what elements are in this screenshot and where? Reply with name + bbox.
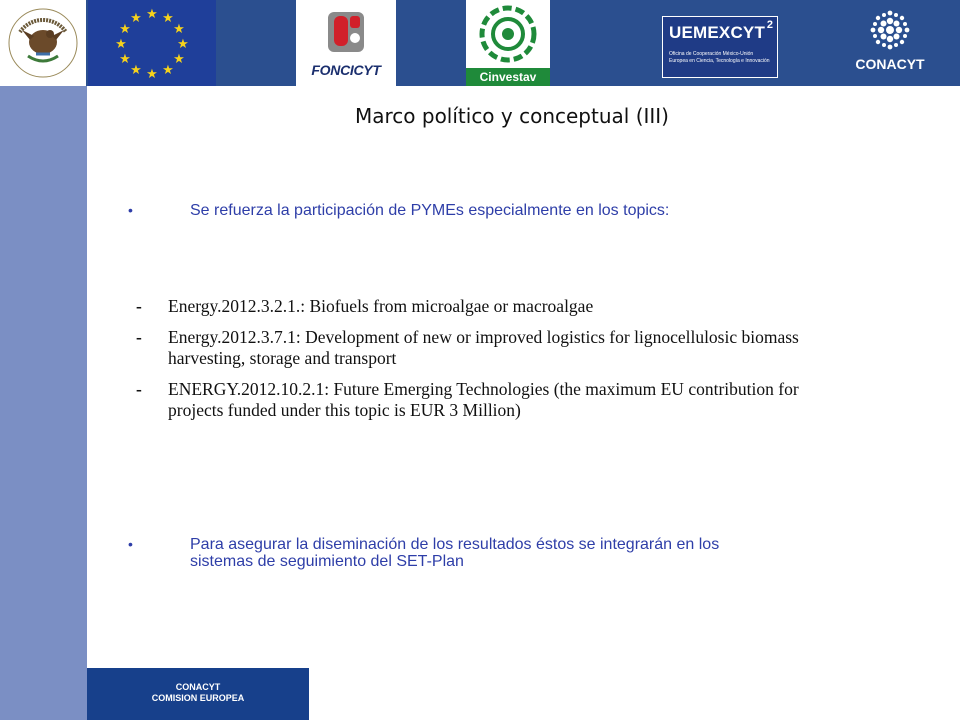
- topics-list: [136, 296, 946, 431]
- foncicyt-mark-icon: [296, 0, 396, 60]
- svg-text:★: ★: [130, 11, 142, 26]
- bullet-text: Se refuerza la participación de PYMEs especialmente en los topics:: [190, 202, 670, 219]
- topic-item: [136, 296, 946, 317]
- svg-text:★: ★: [119, 22, 131, 37]
- footer-box: [87, 668, 309, 720]
- topic-item: [136, 379, 946, 421]
- conacyt-dots-icon: [840, 0, 940, 56]
- eu-flag-logo: [88, 0, 216, 86]
- topic-line: Energy.2012.3.7.1: Development of new or improved logistics for lignocellulosic biomass: [168, 327, 799, 347]
- header-logo-band: [0, 0, 960, 86]
- uemexcyt-label: UEMEXCYT: [669, 23, 766, 42]
- footer-line: COMISION EUROPEA: [151, 693, 245, 703]
- conacyt-header-label: CONACYT: [855, 56, 925, 72]
- svg-text:★: ★: [177, 37, 189, 52]
- topic-item: [136, 327, 946, 369]
- bullet-text-line: Para asegurar la diseminación de los resultados éstos se integrarán en los: [190, 536, 720, 553]
- dash-marker: -: [136, 379, 142, 399]
- dash-marker: -: [136, 296, 142, 316]
- uemexcyt-subtitle: Oficina de Cooperación México-Unión Europea en Ciencia, Tecnología e Innovación: [669, 51, 770, 64]
- eu-stars-icon: [88, 0, 216, 86]
- cinvestav-logo: [466, 0, 550, 86]
- bullet-dot-icon: •: [128, 202, 133, 218]
- foncicyt-label: FONCICYT: [311, 62, 381, 78]
- svg-text:★: ★: [146, 7, 158, 22]
- footer-line: CONACYT: [175, 682, 221, 692]
- mexico-eagle-icon: [0, 0, 86, 86]
- uemexcyt-logo: [662, 16, 778, 78]
- conacyt-logo: [840, 0, 940, 86]
- topic-line: harvesting, storage and transport: [168, 348, 397, 368]
- cinvestav-emblem-icon: [466, 0, 550, 68]
- slide-title: Marco político y conceptual (III): [354, 104, 669, 128]
- topic-line: Energy.2012.3.2.1.: Biofuels from microalgae or macroalgae: [168, 296, 594, 316]
- svg-text:★: ★: [146, 67, 158, 82]
- svg-text:★: ★: [115, 37, 127, 52]
- svg-text:★: ★: [162, 63, 174, 78]
- topic-line: projects funded under this topic is EUR 3 Million): [168, 400, 521, 420]
- left-sidebar-strip: [0, 86, 87, 720]
- mexico-coat-of-arms-logo: [0, 0, 86, 86]
- svg-text:★: ★: [173, 52, 185, 67]
- svg-text:★: ★: [173, 22, 185, 37]
- cinvestav-label: Cinvestav: [466, 68, 550, 86]
- dash-marker: -: [136, 327, 142, 347]
- bullet-text: [190, 536, 719, 570]
- foncicyt-logo: [296, 0, 396, 86]
- uemexcyt-superscript: 2: [766, 19, 773, 31]
- svg-text:★: ★: [130, 63, 142, 78]
- bullet-text-line: sistemas de seguimiento del SET-Plan: [190, 553, 464, 570]
- svg-text:★: ★: [119, 52, 131, 67]
- svg-text:★: ★: [162, 11, 174, 26]
- bullet-dot-icon: •: [128, 536, 133, 552]
- topic-line: ENERGY.2012.10.2.1: Future Emerging Technologies (the maximum EU contribution for: [168, 379, 799, 399]
